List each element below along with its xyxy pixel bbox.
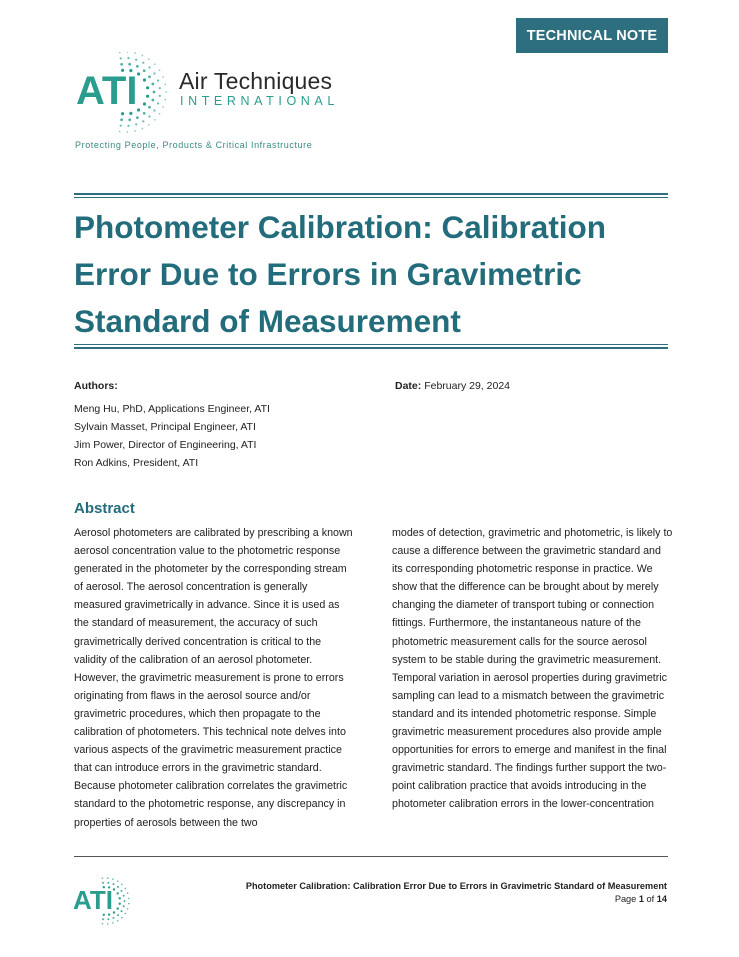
brand-name: Air Techniques bbox=[179, 68, 333, 94]
logo-dot bbox=[148, 75, 151, 78]
logo-dot bbox=[159, 95, 161, 97]
date-label: Date: bbox=[395, 380, 422, 392]
logo-dot bbox=[107, 877, 109, 879]
logo-dot bbox=[119, 903, 121, 905]
logo-dot bbox=[143, 78, 146, 81]
logo-dot bbox=[165, 91, 167, 93]
logo-dot bbox=[146, 86, 149, 89]
logo-dot bbox=[120, 57, 122, 59]
logo-dot bbox=[128, 118, 131, 121]
logo-dot bbox=[113, 911, 115, 913]
logo-dot bbox=[117, 920, 119, 922]
logo-dot bbox=[107, 918, 109, 920]
logo-dot bbox=[127, 52, 129, 53]
author-item: Jim Power, Director of Engineering, ATI bbox=[74, 439, 257, 451]
ati-logo bbox=[74, 52, 344, 152]
tagline: Protecting People, Products & Critical Infrastructure bbox=[75, 140, 313, 150]
logo-dot bbox=[143, 102, 146, 105]
logo-dot bbox=[135, 123, 137, 125]
logo-dot bbox=[148, 106, 151, 109]
logo-dot bbox=[159, 113, 161, 115]
title-rule-bottom bbox=[74, 347, 668, 349]
logo-dot bbox=[120, 910, 122, 912]
date-line bbox=[395, 380, 510, 392]
brand-subname: INTERNATIONAL bbox=[180, 94, 339, 108]
logo-dot bbox=[112, 922, 114, 924]
logo-dot bbox=[136, 116, 139, 119]
logo-dot bbox=[127, 131, 129, 133]
title-rule-top bbox=[74, 193, 668, 195]
logo-dot bbox=[107, 882, 109, 884]
logo-dot bbox=[136, 65, 139, 68]
abstract-column-left: Aerosol photometers are calibrated by prescribing a known aerosol concentration value to the photometric response generated in the photometer by the corresponding stream of aerosol. The aerosol concentration is generally measured gravimetrically in advance. Since it is used as the standard of measurement, the accuracy of such gravimetrically derived concentration is critical to the validity of the calibration of an aerosol photometer. However, the gravimetric measurement is prone to errors originating from flaws in the aerosol source and/or gravimetric procedures, which then propagate to the calibration of photometers. This technical note delves into various aspects of the gravimetric measurement practice that can introduce errors in the gravimetric standard. Because photometer calibration correlates the gravimetric standard to the photometric response, any discrepancy in properties of aerosols between the two bbox=[74, 527, 353, 829]
logo-dot bbox=[134, 52, 136, 54]
author-item: Meng Hu, PhD, Applications Engineer, ATI bbox=[74, 403, 270, 415]
logo-dot bbox=[121, 884, 123, 886]
logo-dot bbox=[102, 918, 104, 920]
logo-dot bbox=[162, 76, 164, 78]
author-item: Ron Adkins, President, ATI bbox=[74, 457, 199, 469]
logo-dot bbox=[148, 66, 150, 68]
logo-dot bbox=[120, 890, 122, 892]
page-number: Page 1 of 14 bbox=[614, 894, 667, 904]
logo-dot bbox=[159, 69, 161, 71]
logo-dot bbox=[153, 72, 155, 74]
logo-dot bbox=[127, 908, 129, 910]
logo-dot bbox=[148, 58, 150, 60]
logo-dot bbox=[143, 69, 146, 72]
logo-dot bbox=[148, 124, 150, 126]
logo-dot bbox=[157, 79, 159, 81]
logo-dot bbox=[151, 99, 154, 102]
abstract-heading: Abstract bbox=[74, 500, 135, 517]
title-rule-bottom-thin bbox=[74, 344, 668, 345]
date-value: February 29, 2024 bbox=[424, 380, 510, 392]
logo-dot bbox=[120, 125, 122, 127]
logo-dot bbox=[157, 102, 159, 104]
svg-text:ATI: ATI bbox=[76, 69, 138, 113]
logo-dot bbox=[127, 125, 129, 127]
logo-dot bbox=[123, 900, 125, 902]
footer-title: Photometer Calibration: Calibration Error Due to Errors in Gravimetric Standard of Measurement bbox=[245, 881, 667, 891]
logo-dot bbox=[146, 95, 149, 98]
logo-dot bbox=[159, 87, 161, 89]
logo-dot bbox=[141, 55, 143, 57]
logo-dot bbox=[112, 878, 114, 880]
logo-dot bbox=[127, 57, 129, 59]
logo-dot bbox=[119, 131, 121, 133]
logo-dot bbox=[154, 63, 156, 65]
logo-dot bbox=[164, 84, 166, 86]
document-title: Photometer Calibration: Calibration Error Due to Errors in Gravimetric Standard of Measurement bbox=[74, 209, 607, 339]
logo-dot bbox=[123, 895, 125, 897]
logo-dot bbox=[151, 83, 154, 86]
logo-dot bbox=[135, 59, 137, 61]
logo-dot bbox=[117, 886, 119, 888]
logo-dot bbox=[127, 892, 129, 894]
abstract-column-right: modes of detection, gravimetric and photometric, is likely to cause a difference between the gravimetric standard and its corresponding photometric response in practice. We show that the difference can be brought about by merely changing the diameter of transport tubing or connection fittings. Furthermore, the instantaneous nature of the photometric measurement calls for the source aerosol system to be stable during the gravimetric measurement. Temporal variation in aerosol properties during gravimetric sampling can lead to a mismatch between the gravimetric standard and its intended photometric response. Simple gravimetric measurement procedures also provide ample opportunities for errors to emerge and manifest in the final gravimetric standard. The findings further support the two-point calibration practice that avoids introducing in the photometer calibration errors in the lower-concentration bbox=[392, 527, 673, 811]
logo-dot bbox=[120, 118, 123, 121]
logo-dot bbox=[137, 108, 140, 111]
logo-dot bbox=[102, 882, 104, 884]
logo-dot bbox=[148, 115, 150, 117]
logo-dot bbox=[102, 877, 104, 879]
technical-note-badge: TECHNICAL NOTE bbox=[516, 18, 668, 53]
logo-dot bbox=[119, 897, 121, 899]
logo-dot bbox=[143, 112, 146, 115]
logo-dot bbox=[107, 923, 109, 925]
logo-dot bbox=[162, 106, 164, 108]
logo-dot bbox=[117, 914, 119, 916]
logo-dot bbox=[128, 903, 130, 905]
authors-heading: Authors: bbox=[74, 380, 118, 392]
logo-dot bbox=[128, 898, 130, 900]
footer-ati-logo bbox=[72, 875, 136, 931]
logo-dot bbox=[113, 888, 115, 890]
logo-dot bbox=[124, 888, 126, 890]
title-rule-top-thin bbox=[74, 197, 668, 198]
logo-dot bbox=[134, 130, 136, 132]
logo-dot bbox=[128, 63, 131, 66]
logo-dot bbox=[117, 880, 119, 882]
logo-dot bbox=[137, 72, 140, 75]
logo-dot bbox=[121, 917, 123, 919]
footer-rule bbox=[74, 856, 668, 857]
logo-dot bbox=[102, 923, 104, 925]
logo-dot bbox=[123, 905, 125, 907]
logo-dot bbox=[117, 907, 119, 909]
logo-dot bbox=[142, 62, 144, 64]
author-item: Sylvain Masset, Principal Engineer, ATI bbox=[74, 421, 256, 433]
ati-logo-mark bbox=[74, 52, 174, 142]
logo-dot bbox=[112, 917, 114, 919]
logo-dot bbox=[142, 120, 144, 122]
logo-dot bbox=[120, 63, 123, 66]
logo-dot bbox=[124, 913, 126, 915]
logo-dot bbox=[141, 128, 143, 130]
logo-dot bbox=[153, 109, 155, 111]
logo-dot bbox=[154, 119, 156, 121]
logo-dot bbox=[117, 892, 119, 894]
logo-dot bbox=[119, 52, 121, 53]
svg-text:ATI: ATI bbox=[73, 885, 113, 915]
logo-dot bbox=[164, 99, 166, 101]
logo-dot bbox=[153, 91, 156, 94]
